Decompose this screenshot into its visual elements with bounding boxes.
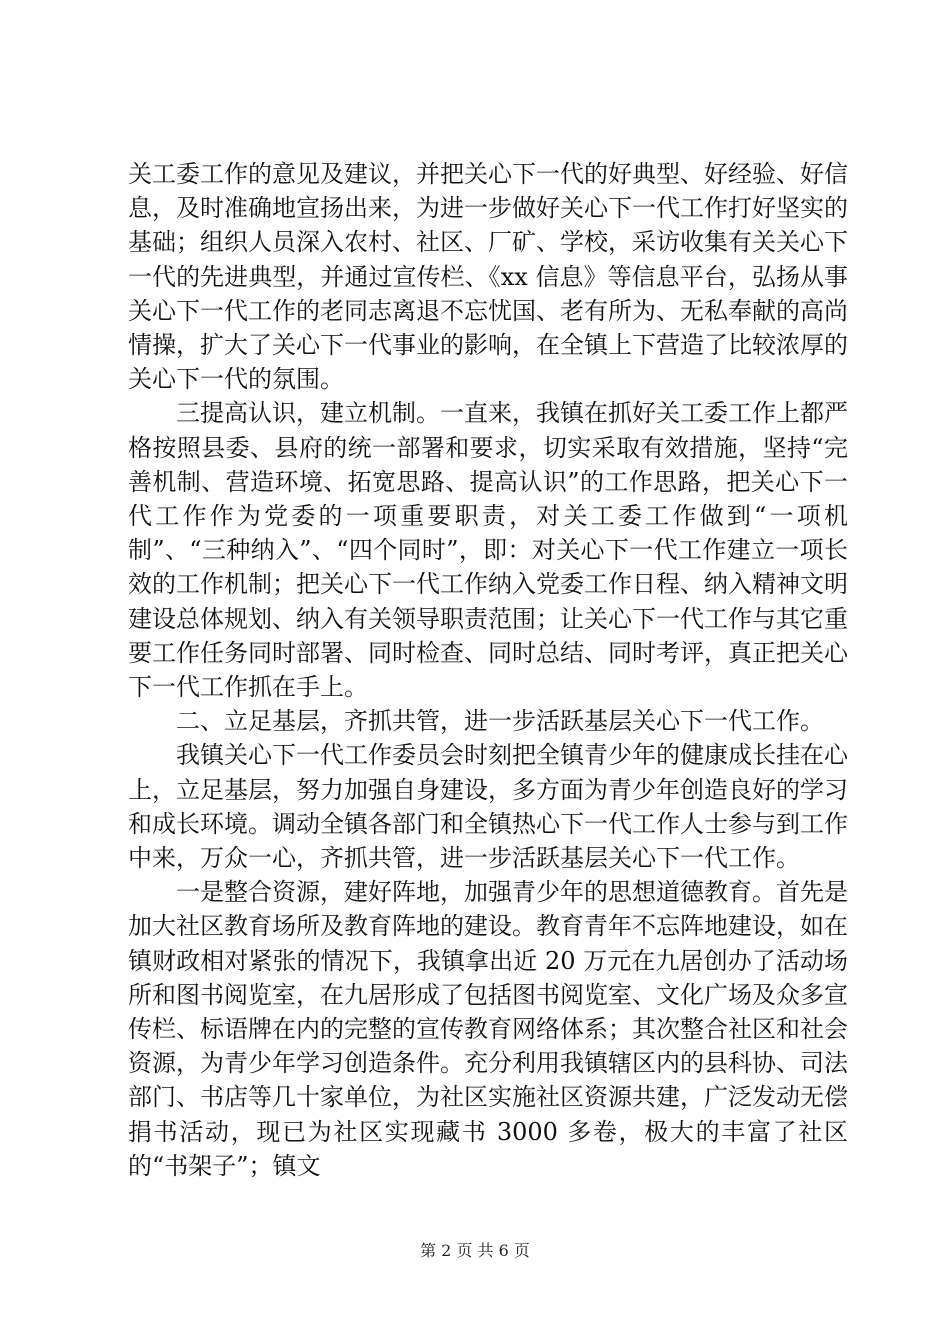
paragraph-3: 我镇关心下一代工作委员会时刻把全镇青少年的健康成长挂在心上，立足基层，努力加强自身建设，多方面为青少年创造良好的学习和成长环境。调动全镇各部门和全镇热心下一代工作人士参与到工作中来，万众一心，齐抓共管，进一步活跃基层关心下一代工作。: [128, 741, 848, 873]
paragraph-1: 关工委工作的意见及建议，并把关心下一代的好典型、好经验、好信息，及时准确地宣扬出来，为进一步做好关心下一代工作打好坚实的基础；组织人员深入农村、社区、厂矿、学校，采访收集有关关心下一代的先进典型，并通过宣传栏、《xx 信息》等信息平台，弘扬从事关心下一代工作的老同志离退不忘忧国、老有所为、无私奉献的高尚情操，扩大了关心下一代事业的影响，在全镇上下营造了比较浓厚的关心下一代的氛围。: [128, 160, 848, 394]
paragraph-2: 三提高认识，建立机制。一直来，我镇在抓好关工委工作上都严格按照县委、县府的统一部署和要求，切实采取有效措施，坚持“完善机制、营造环境、拓宽思路、提高认识”的工作思路，把关心下一代工作作为党委的一项重要职责，对关工委工作做到“一项机制”、“三种纳入”、“四个同时”，即：对关心下一代工作建立一项长效的工作机制；把关心下一代工作纳入党委工作日程、纳入精神文明建设总体规划、纳入有关领导职责范围；让关心下一代工作与其它重要工作任务同时部署、同时检查、同时总结、同时考评，真正把关心下一代工作抓在手上。: [128, 399, 848, 702]
section-heading-2: 二、立足基层，齐抓共管，进一步活跃基层关心下一代工作。: [176, 707, 824, 736]
document-body: [128, 157, 848, 1183]
page-footer: 第 2 页 共 6 页: [420, 1241, 530, 1260]
paragraph-4: 一是整合资源，建好阵地，加强青少年的思想道德教育。首先是加大社区教育场所及教育阵地的建设。教育青年不忘阵地建设，如在镇财政相对紧张的情况下，我镇拿出近 20 万元在九居创办了活动场所和图书阅览室，在九居形成了包括图书阅览室、文化广场及众多宣传栏、标语牌在内的完整的宣传教育网络体系；其次整合社区和社会资源，为青少年学习创造条件。充分利用我镇辖区内的县科协、司法部门、书店等几十家单位，为社区实施社区资源共建，广泛发动无偿捐书活动，现已为社区实现藏书 3000 多卷，极大的丰富了社区的“书架子”；镇文: [128, 878, 848, 1180]
